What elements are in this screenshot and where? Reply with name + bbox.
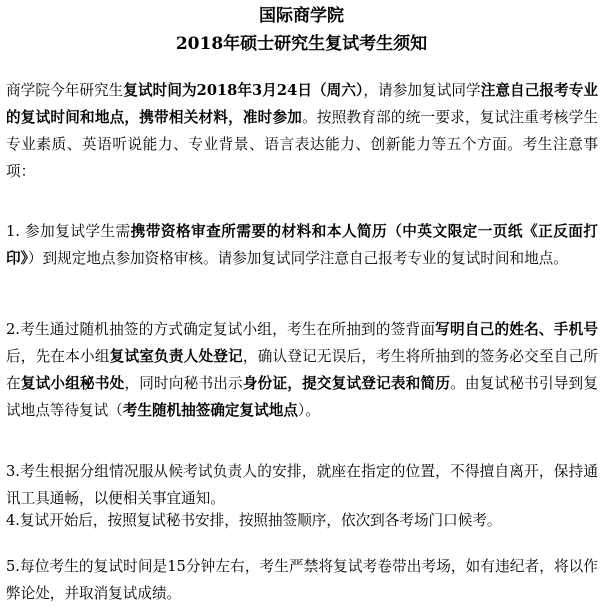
item2-bold-documents: 身份证，提交复试登记表和简历 (242, 375, 451, 392)
item1-text: 1. 参加复试学生需 (6, 223, 131, 240)
item2-text: 。由复试秘书引导到复试地点等待复试（ (6, 375, 598, 419)
intro-text: 商学院今年研究生 (6, 82, 124, 99)
document-title-school: 国际商学院 (259, 6, 344, 26)
notice-item-4: 4.复试开始后，按照复试秘书安排，按照抽签顺序，依次到各考场门口候考。 (6, 512, 502, 529)
item2-text: ）。 (297, 402, 320, 419)
item1-bold-materials: 携带资格审查所需要的材料和本人简历（中英文限定一页纸《正反面打印》 (6, 223, 598, 267)
document-title-notice: 2018年硕士研究生复试考生须知 (175, 34, 428, 54)
item2-bold-secretary: 复试小组秘书处 (20, 375, 125, 392)
item2-text: 2.考生通过随机抽签的方式确定复试小组，考生在所抽到的签背面 (6, 321, 436, 338)
notice-item-1 (6, 218, 598, 272)
item2-bold-name-phone: 写明自己的姓名、手机号 (435, 321, 598, 338)
item2-text: ，同时向秘书出示 (124, 375, 243, 392)
notice-item-5: 5.每位考生的复试时间是15分钟左右，考生严禁将复试考卷带出考场，如有违纪者，将以作弊论处，并取消复试成绩。 (6, 558, 598, 602)
intro-bold-instruction: 注意自己报考专业的复试时间和地点，携带相关材料，准时参加 (6, 82, 598, 126)
intro-bold-date: 复试时间为2018年3月24日（周六） (123, 82, 364, 99)
intro-text: ，请参加复试同学 (363, 82, 481, 99)
notice-item-2 (6, 316, 598, 424)
intro-paragraph (6, 77, 598, 185)
intro-text: 。按照教育部的统一要求，复试注重考核学生专业素质、英语听说能力、专业背景、语言表达能力、创新能力等五个方面。考生注意事项： (6, 109, 598, 180)
item1-text: ）到规定地点参加资格审核。请参加复试同学注意自己报考专业的复试时间和地点。 (27, 250, 568, 267)
notice-item-3: 3.考生根据分组情况服从候考试负责人的安排，就座在指定的位置，不得擅自离开，保持通讯工具通畅，以便相关事宜通知。 (6, 463, 598, 507)
item2-text: 后，先在本小组 (6, 348, 110, 365)
item2-bold-registration: 复试室负责人处登记 (109, 348, 243, 365)
item2-bold-location: 考生随机抽签确定复试地点 (122, 402, 298, 419)
item2-text: ，确认登记无误后，考生将所抽到的签务必交至自己所在 (6, 348, 598, 392)
